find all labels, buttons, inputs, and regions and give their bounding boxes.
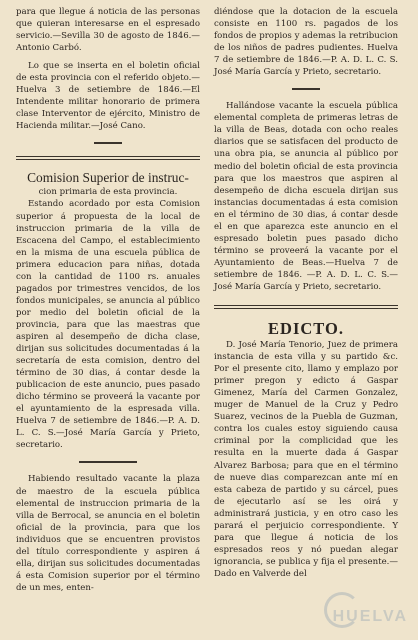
right-column bbox=[214, 6, 398, 580]
paragraph-intro: para que llegue á noticia de las personas que quieran interesarse en el espresado servicio.—Sevilla 30 de agosto de 1846.— Antonio Carbó. bbox=[16, 7, 200, 54]
edicto-title: EDICTO. bbox=[268, 319, 344, 339]
separator-rule bbox=[79, 461, 137, 463]
paragraph-hallandose: Hallándose vacante la escuela pública elemental completa de primeras letras de la villa de Beas, dotada con ocho reales diarios que se satisfacen del producto de una obra pia, se anuncia al público por medio del boletin oficial de esta provincia para que los maestros que aspiren al desempeño de dicha escuela dirijan sus instancias documentadas á esta comision en el término de 30 dias, á contar desde el en que aparezca este anuncio en el espresado boletin pues pasado dicho término se proveerá la vacante por el Ayuntamiento de Beas.—Huelva 7 de setiembre de 1846. —P. A. D. L. C. S.—José María García y Prieto, secretario. bbox=[214, 101, 398, 292]
paragraph-estando: Estando acordado por esta Comision superior á propuesta de la local de instruccion primaria de la villa de Escacena del Campo, el establecimiento en la misma de una escuela pública de primera educacion para niñas, dotada con la cantidad de 1100 rs. anuales pagados por trimestres vencidos, de los fondos municipales, se anuncia al público por medio del boletin oficial de la provincia, para que las maestras que aspiren al desempeño de dicha clase, dirijan sus solicitudes documentadas á la secretaría de esta comision, dentro del término de 30 dias, á contar desde la publicacion de este anuncio, pues pasado dicho término se proveerá la vacante por el ayuntamiento de la espresada villa. Huelva 7 de setiembre de 1846.—P. A. D. L. C. S.—José María García y Prieto, secretario. bbox=[16, 199, 200, 451]
section-subtitle: cion primaria de esta provincia. bbox=[38, 187, 178, 198]
watermark-logo bbox=[324, 592, 410, 632]
separator-rule bbox=[94, 142, 122, 144]
double-rule bbox=[214, 305, 398, 309]
separator-rule bbox=[292, 88, 320, 90]
section-title: Comision Superior de instruc- bbox=[27, 170, 189, 186]
paragraph-habiendo: Habiendo resultado vacante la plaza de maestro de la escuela pública elemental de instruccion primaria de la villa de Berrocal, se anuncia en el boletin oficial de la provincia, para que los individuos que se encuentren provistos del título correspondiente y aspiren á ella, dirijan sus solicitudes documentadas á esta Comision superior por el término de un mes, enten- bbox=[16, 474, 200, 593]
paragraph-inserta: Lo que se inserta en el boletin oficial de esta provincia con el referido objeto.— Huelva 3 de setiembre de 1846.—El Intendente militar honorario de primera clase Interventor de ejército, Ministro de Hacienda militar.—José Cano. bbox=[16, 61, 200, 132]
paragraph-edicto: D. José María Tenorio, Juez de primera instancia de esta villa y su partido &c. Por el presente cito, llamo y emplazo por primer pregon y edicto á Gaspar Gimenez, María del Carmen Gonzalez, muger de Manuel de la Cruz y Pedro Suarez, vecinos de la Puebla de Guzman, contra los cuales estoy siguiendo causa criminal por la complicidad que les resulta en la muerte dada á Gaspar Alvarez Barbosa; para que en el término de nueve dias comparezcan ante mí en esta cabeza de partido y su cárcel, pues de ejecutarlo así se les oirá y administrará justicia, y en otro caso les parará el perjuicio correspondiente. Y para que llegue á noticia de los espresados reos y nó puedan alegar ignorancia, se publica y fija el presente.—Dado en Valverde del bbox=[214, 340, 398, 579]
double-rule bbox=[16, 156, 200, 160]
watermark-text: HUELVA bbox=[332, 608, 408, 625]
left-column bbox=[16, 6, 200, 594]
paragraph-continuation: diéndose que la dotacion de la escuela consiste en 1100 rs. pagados de los fondos de propios y ademas la retribucion de los niños de padres pudientes. Huelva 7 de setiembre de 1846.—P. A. D. L. C. S. José María García y Prieto, secretario. bbox=[214, 7, 398, 78]
